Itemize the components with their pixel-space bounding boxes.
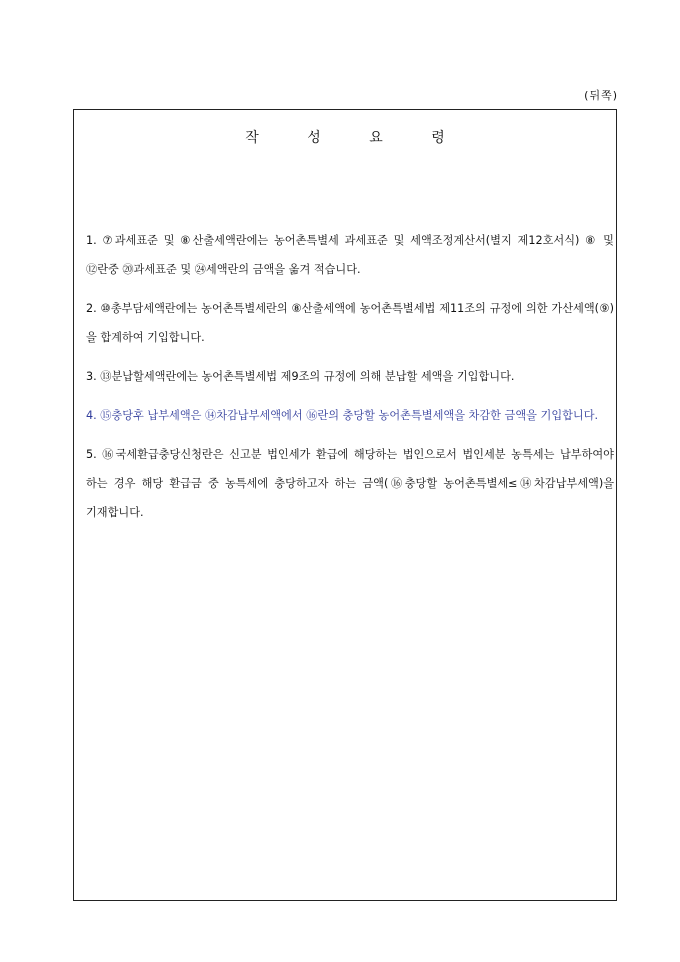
- instruction-list: [86, 226, 614, 537]
- page-title: 작 성 요 령: [245, 130, 467, 146]
- instruction-item-2: [86, 294, 614, 352]
- item-number: 1.: [86, 234, 97, 247]
- item-text: ⑦과세표준 및 ⑧산출세액란에는 농어촌특별세 과세표준 및 세액조정계산서(별지 제12호서식) ⑧ 및 ⑫란중 ⑳과세표준 및 ㉔세액란의 금액을 옮겨 적습니다.: [86, 234, 614, 276]
- instruction-item-3: [86, 362, 614, 391]
- item-number: 3.: [86, 370, 97, 383]
- item-text: ⑯국세환급충당신청란은 신고분 법인세가 환급에 해당하는 법인으로서 법인세분 농특세는 납부하여야 하는 경우 해당 환급금 중 농특세에 충당하고자 하는 금액(⑯충당할 농어촌특별세≤⑭차감납부세액)을 기재합니다.: [86, 448, 614, 519]
- item-text: ⑮충당후 납부세액은 ⑭차감납부세액에서 ⑯란의 충당할 농어촌특별세액을 차감한 금액을 기입합니다.: [100, 409, 599, 422]
- item-text: ⑬분납할세액란에는 농어촌특별세법 제9조의 규정에 의해 분납할 세액을 기입합니다.: [100, 370, 515, 383]
- instruction-item-4: [86, 401, 614, 430]
- instruction-item-5: [86, 440, 614, 527]
- instruction-item-1: [86, 226, 614, 284]
- item-text: ⑩총부담세액란에는 농어촌특별세란의 ⑧산출세액에 농어촌특별세법 제11조의 규정에 의한 가산세액(⑨)을 합계하여 기입합니다.: [86, 302, 615, 344]
- item-number: 2.: [86, 302, 97, 315]
- item-number: 4.: [86, 409, 97, 422]
- back-side-label: (뒤쪽): [584, 89, 618, 102]
- item-number: 5.: [86, 448, 97, 461]
